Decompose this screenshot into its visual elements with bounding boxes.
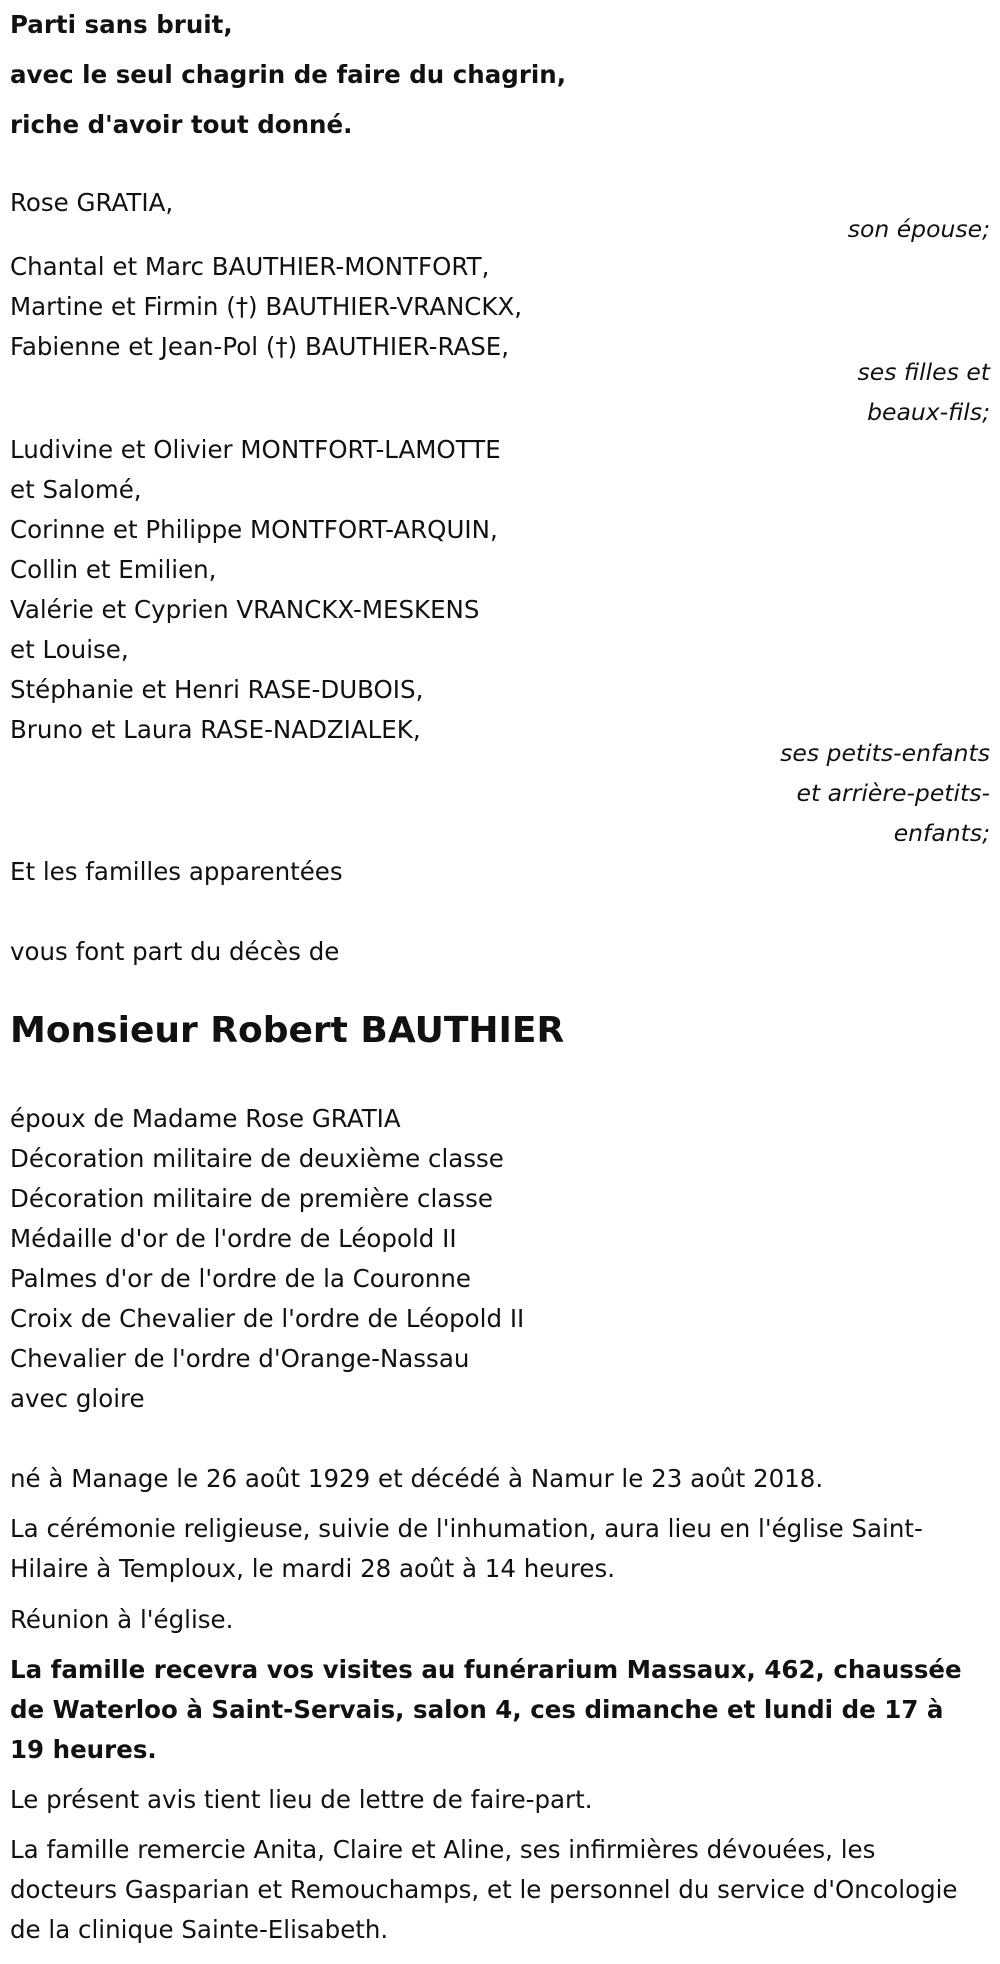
grandchild-line-7: Stéphanie et Henri RASE-DUBOIS, [10,675,424,704]
grandchildren-relation-1: ses petits-enfants [780,739,990,767]
honor-line-4: Médaille d'or de l'ordre de Léopold II [10,1224,457,1253]
child-line-1: Chantal et Marc BAUTHIER-MONTFORT, [10,252,490,281]
announcement-line: vous font part du décès de [10,937,340,966]
grandchild-line-8: Bruno et Laura RASE-NADZIALEK, [10,715,421,744]
honor-line-7: Chevalier de l'ordre d'Orange-Nassau [10,1344,470,1373]
grandchild-line-2: et Salomé, [10,475,142,504]
honor-line-3: Décoration militaire de première classe [10,1184,493,1213]
grandchildren-relation-2: et arrière-petits- [796,779,990,807]
grandchild-line-3: Corinne et Philippe MONTFORT-ARQUIN, [10,515,498,544]
child-line-2: Martine et Firmin (†) BAUTHIER-VRANCKX, [10,292,523,321]
children-relation-2: beaux-fils; [867,398,990,426]
epitaph-line-2: avec le seul chagrin de faire du chagrin, [10,60,567,89]
meeting-line: Réunion à l'église. [10,1605,234,1634]
deceased-name: Monsieur Robert BAUTHIER [10,1010,565,1051]
children-relation-1: ses filles et [857,358,990,386]
honor-line-1: époux de Madame Rose GRATIA [10,1104,401,1133]
grandchild-line-5: Valérie et Cyprien VRANCKX-MESKENS [10,595,480,624]
honor-line-5: Palmes d'or de l'ordre de la Couronne [10,1264,471,1293]
notice-line: Le présent avis tient lieu de lettre de faire-part. [10,1785,593,1814]
epitaph-line-3: riche d'avoir tout donné. [10,110,353,139]
honor-line-8: avec gloire [10,1384,145,1413]
birth-death-line: né à Manage le 26 août 1929 et décédé à Namur le 23 août 2018. [10,1464,824,1493]
grandchild-line-6: et Louise, [10,635,129,664]
grandchild-line-1: Ludivine et Olivier MONTFORT-LAMOTTE [10,435,501,464]
grandchildren-relation-3: enfants; [893,819,990,847]
grandchild-line-4: Collin et Emilien, [10,555,217,584]
visits-paragraph: La famille recevra vos visites au funérarium Massaux, 462, chaussée de Waterloo à Saint-Servais, salon 4, ces dimanche et lundi de 17 à 19 heures. [10,1655,962,1764]
families-line: Et les familles apparentées [10,857,343,886]
epitaph-line-1: Parti sans bruit, [10,10,233,39]
honor-line-2: Décoration militaire de deuxième classe [10,1144,504,1173]
spouse-name: Rose GRATIA, [10,188,174,217]
spouse-relation: son épouse; [847,215,990,243]
ceremony-paragraph: La cérémonie religieuse, suivie de l'inhumation, aura lieu en l'église Saint-Hilaire à Temploux, le mardi 28 août à 14 heures. [10,1514,923,1583]
thanks-paragraph: La famille remercie Anita, Claire et Aline, ses infirmières dévouées, les docteurs Gasparian et Remouchamps, et le personnel du service d'Oncologie de la clinique Sainte-Elisabeth. [10,1835,958,1944]
honor-line-6: Croix de Chevalier de l'ordre de Léopold II [10,1304,525,1333]
child-line-3: Fabienne et Jean-Pol (†) BAUTHIER-RASE, [10,332,510,361]
